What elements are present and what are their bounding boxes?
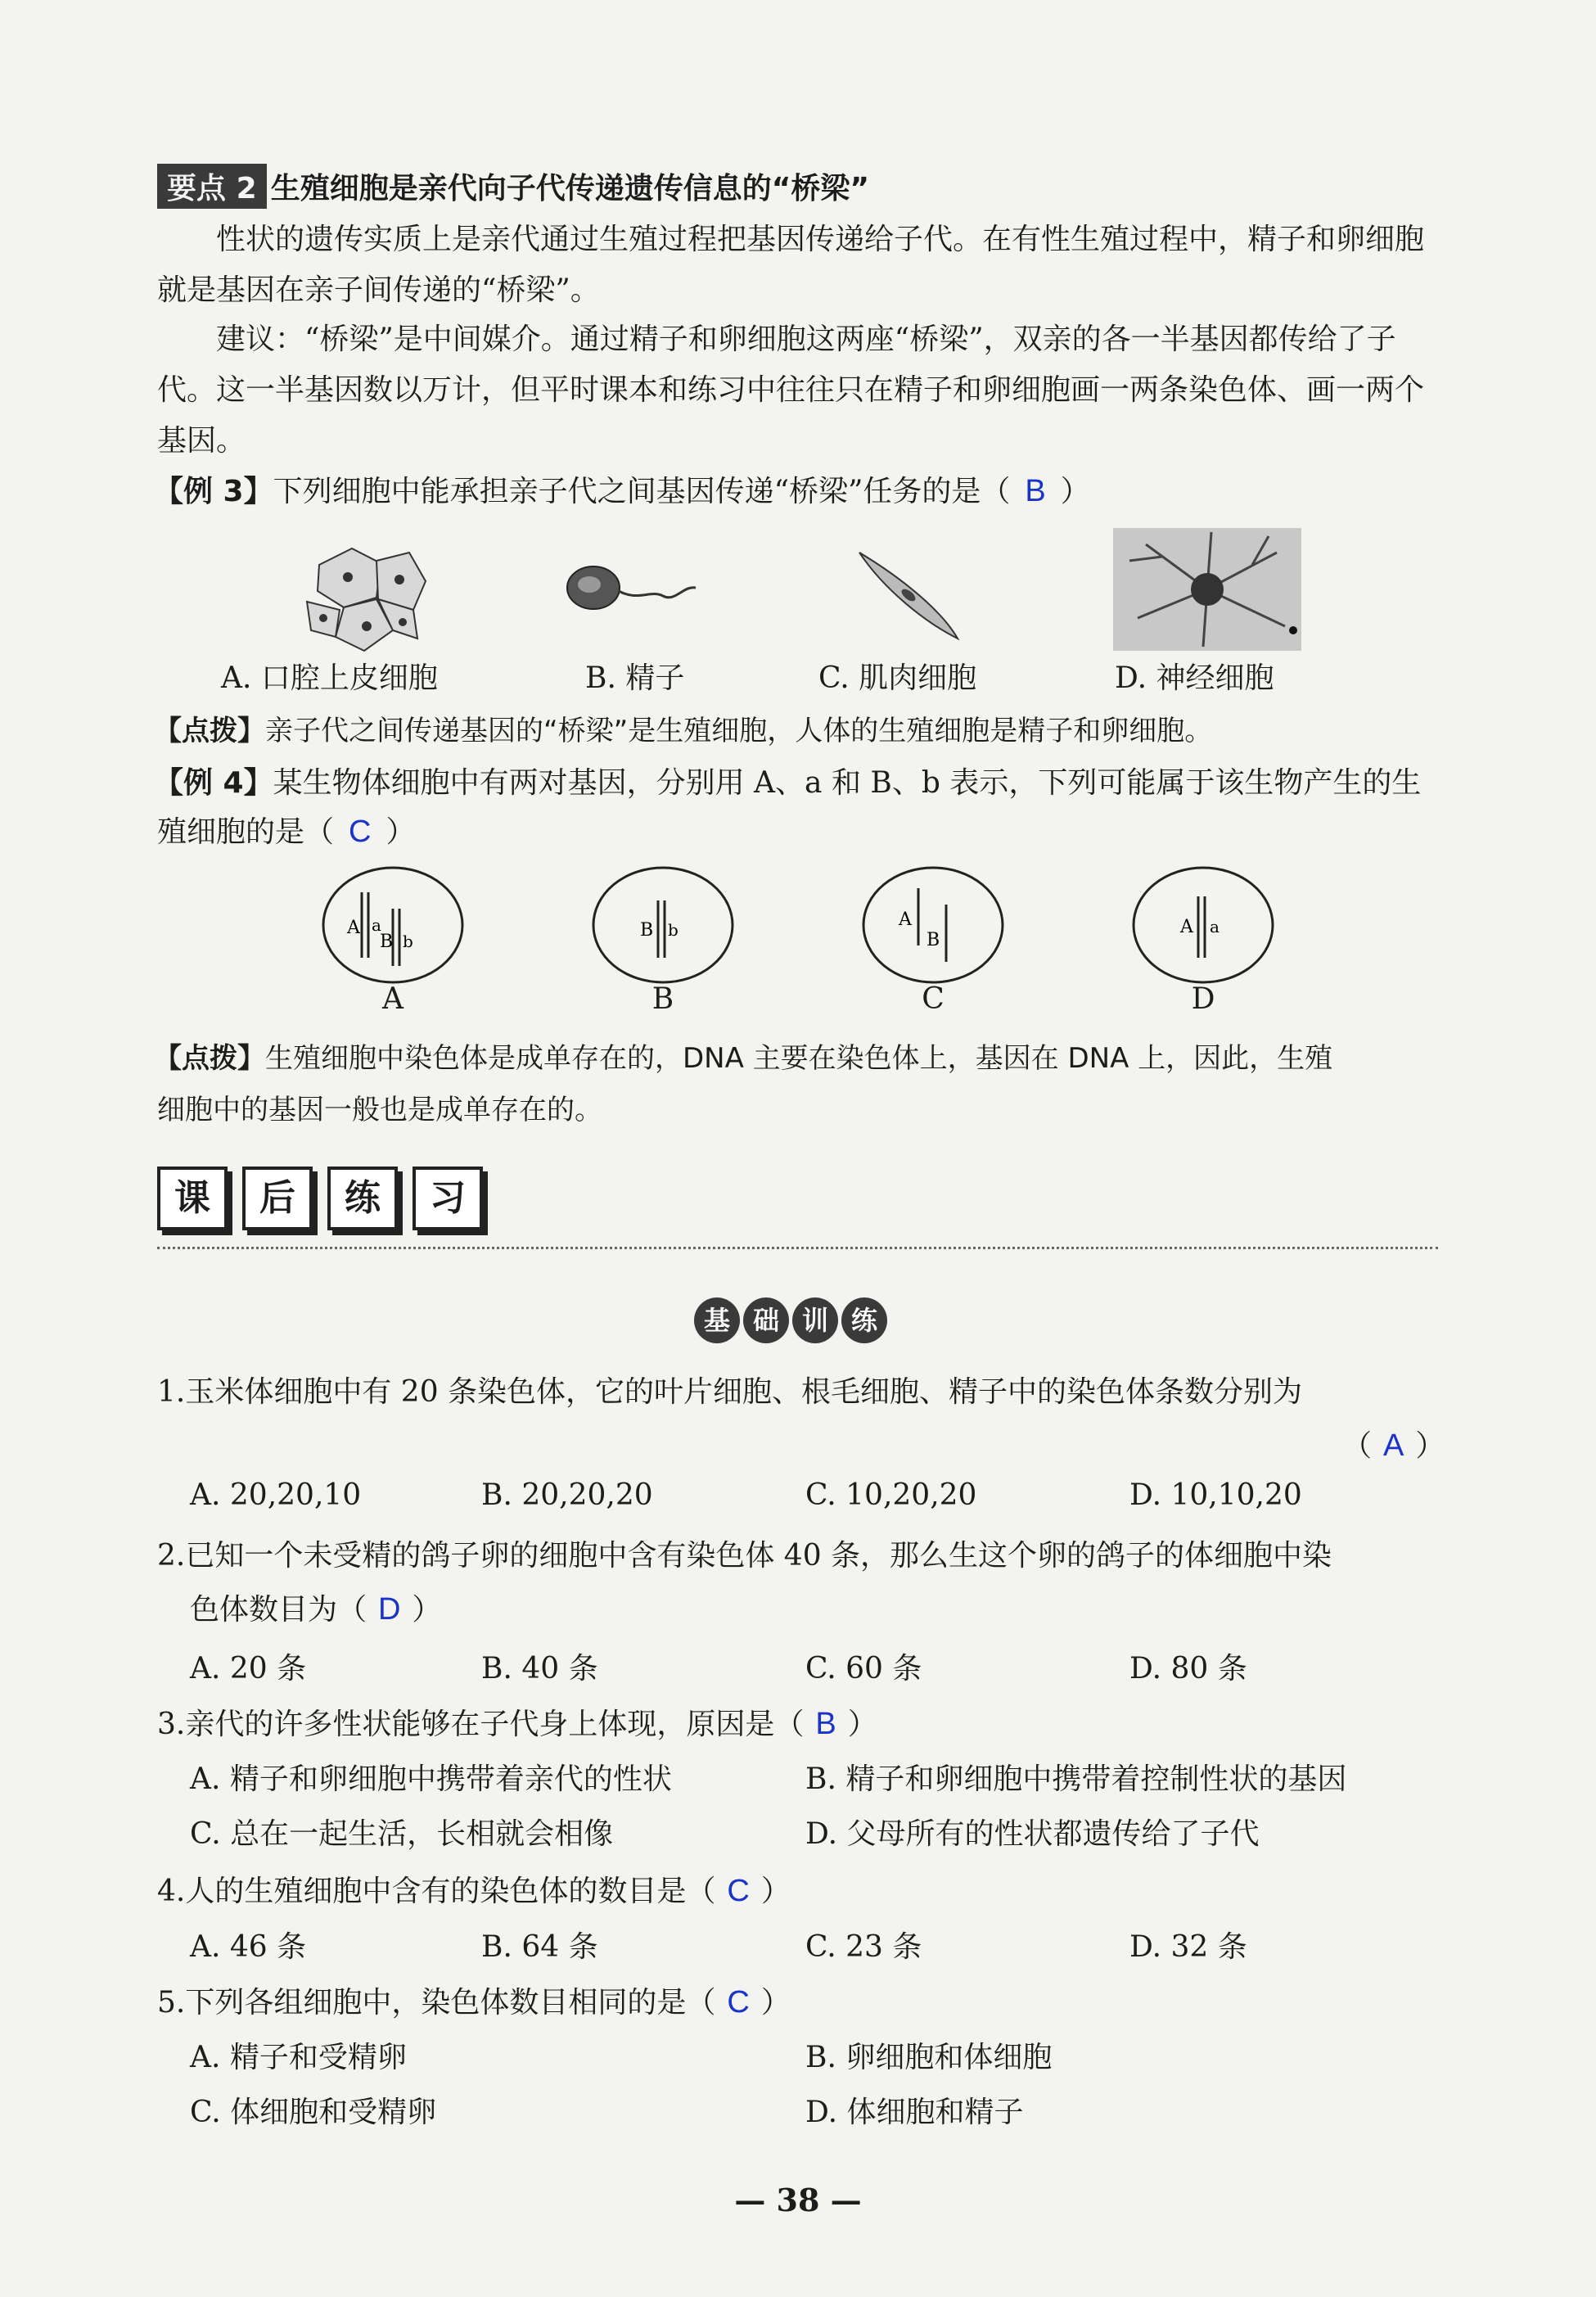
question-3: 3.亲代的许多性状能够在子代身上体现，原因是（ B ） [157,1707,877,1741]
q5-option-a: A. 精子和受精卵 [190,2041,407,2074]
q4-option-d: D. 32 条 [1129,1930,1247,1964]
question-5: 5.下列各组细胞中，染色体数目相同的是（ C ） [157,1985,791,2019]
example3-option-c: C. 肌肉细胞 [818,661,977,695]
example4-answer: C [349,815,372,849]
question-3-answer: B [815,1707,836,1741]
q4-option-b: B. 64 条 [481,1930,598,1964]
section-char: 练 [327,1167,398,1230]
question-1-answer: A [1383,1428,1404,1463]
q1-option-c: C. 10,20,20 [805,1478,977,1512]
question-1-answer-slot: （ A ） [1342,1428,1445,1463]
question-2-line1: 2.已知一个未受精的鸽子卵的细胞中含有染色体 40 条，那么生这个卵的鸽子的体细胞中染 [157,1539,1332,1573]
q1-option-a: A. 20,20,10 [190,1478,362,1512]
question-4-answer: C [727,1874,750,1908]
cell-label-c: C [922,982,945,1016]
cell-diagram-b [589,864,737,986]
section-char: 后 [242,1167,313,1230]
keypoint-heading [157,164,869,209]
q1-option-b: B. 20,20,20 [481,1478,653,1512]
q2-option-a: A. 20 条 [190,1652,307,1686]
q3-option-c: C. 总在一起生活，长相就会相像 [190,1817,614,1851]
section-heading [157,1167,498,1230]
gene-label: A [899,909,912,930]
cell-label-b: B [651,982,674,1016]
sperm-image [557,557,704,622]
gene-label: A [347,918,360,938]
example3-option-a: A. 口腔上皮细胞 [221,661,438,695]
q2-option-b: B. 40 条 [481,1652,598,1686]
q4-option-a: A. 46 条 [190,1930,307,1964]
q2-option-c: C. 60 条 [805,1652,922,1686]
page-number: — 38 — [734,2182,862,2218]
keypoint-title: 生殖细胞是亲代向子代传递遗传信息的“桥梁” [270,172,870,205]
example3-answer: B [1025,474,1046,508]
q3-option-d: D. 父母所有的性状都遗传给了子代 [805,1817,1260,1851]
gene-label: B [380,932,394,952]
question-4: 4.人的生殖细胞中含有的染色体的数目是（ C ） [157,1874,791,1908]
gene-label: A [1180,917,1193,937]
q5-option-c: C. 体细胞和受精卵 [190,2096,437,2129]
paragraph-1: 性状的遗传实质上是亲代通过生殖过程把基因传递给子代。在有性生殖过程中，精子和卵细胞就是基因在亲子间传递的“桥梁”。 [157,223,1425,307]
section-char: 课 [157,1167,228,1230]
q5-option-d: D. 体细胞和精子 [805,2096,1024,2129]
muscle-cell-image [851,544,966,643]
q2-option-d: D. 80 条 [1129,1652,1247,1686]
cell-diagram-c [859,864,1007,986]
example4-tip-line2: 细胞中的基因一般也是成单存在的。 [157,1094,602,1126]
training-heading: 基 础 训 练 [694,1297,890,1343]
q3-option-b: B. 精子和卵细胞中携带着控制性状的基因 [805,1762,1347,1796]
cell-diagram-d [1129,864,1277,986]
gene-label: b [403,932,413,951]
cell-label-a: A [382,982,404,1016]
epithelial-cells-image [303,532,434,655]
q4-option-c: C. 23 条 [805,1930,922,1964]
section-char: 习 [413,1167,483,1230]
q5-option-b: B. 卵细胞和体细胞 [805,2041,1053,2074]
gene-label: B [640,920,654,941]
cell-diagram-a [319,864,467,986]
question-5-answer: C [727,1985,750,2019]
example4-question-line1: 【例 4】某生物体细胞中有两对基因，分别用 A、a 和 B、b 表示，下列可能属于该生物产生的生 [154,766,1422,800]
paragraph-2: 建议：“桥梁”是中间媒介。通过精子和卵细胞这两座“桥梁”，双亲的各一半基因都传给了子代。这一半基因数以万计，但平时课本和练习中往往只在精子和卵细胞画一两条染色体、画一两个基因。 [157,323,1425,458]
nerve-cell-image [1113,528,1301,651]
gene-label: a [1210,917,1220,936]
example4-tip-line1: 【点拨】生殖细胞中染色体是成单存在的，DNA 主要在染色体上，基因在 DNA 上，因此，生殖 [154,1042,1333,1075]
example3-tip: 【点拨】亲子代之间传递基因的“桥梁”是生殖细胞，人体的生殖细胞是精子和卵细胞。 [154,715,1213,747]
gene-label: b [668,920,679,940]
question-1: 1.玉米体细胞中有 20 条染色体，它的叶片细胞、根毛细胞、精子中的染色体条数分别为 [157,1375,1303,1409]
keypoint-tag: 要点 2 [157,164,267,209]
example4-question-line2: 殖细胞的是（ C ） [157,815,416,849]
gene-label: a [372,915,381,935]
question-2-line2: 色体数目为（ D ） [190,1592,442,1627]
q3-option-a: A. 精子和卵细胞中携带着亲代的性状 [190,1762,672,1796]
example3-option-d: D. 神经细胞 [1115,661,1274,695]
example3-option-b: B. 精子 [585,661,685,695]
q1-option-d: D. 10,10,20 [1129,1478,1302,1512]
example3-question: 【例 3】下列细胞中能承担亲子代之间基因传递“桥梁”任务的是（ B ） [154,474,1090,508]
question-2-answer: D [378,1592,401,1627]
gene-label: B [926,930,940,950]
section-divider [157,1247,1438,1249]
cell-label-d: D [1191,982,1215,1016]
